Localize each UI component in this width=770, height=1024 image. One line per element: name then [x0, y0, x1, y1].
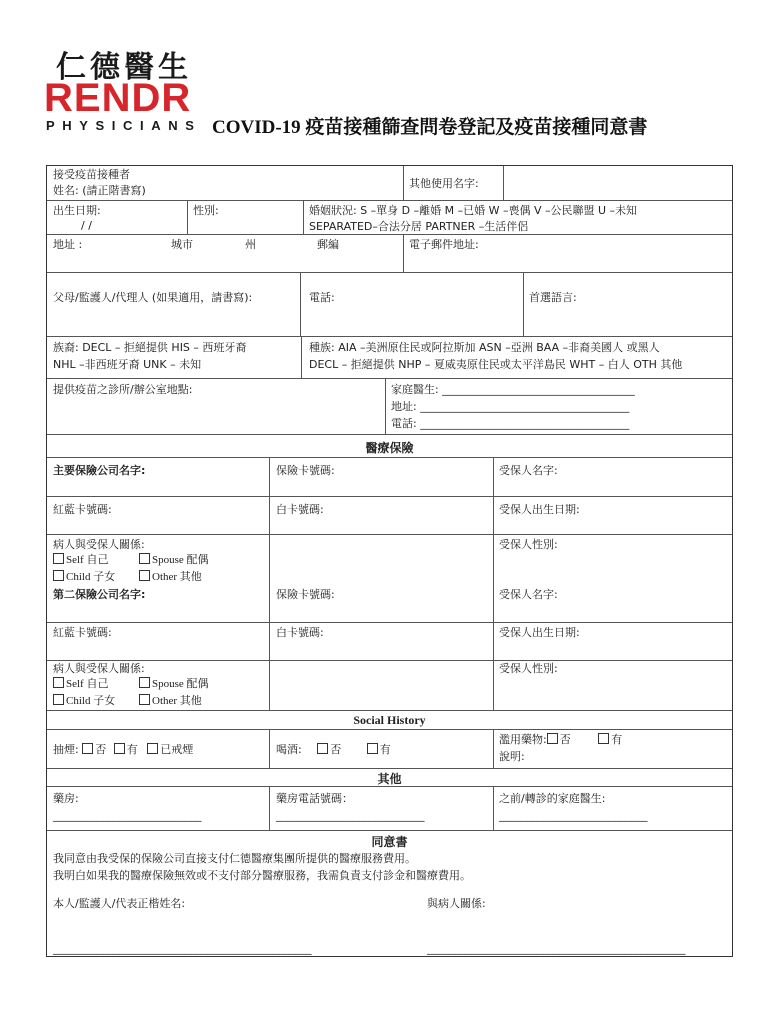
other-name-field[interactable]: 其他使用名字:	[409, 177, 479, 190]
drug-abuse-field: 濫用藥物: 否 有	[499, 733, 623, 746]
pharmacy-phone-field[interactable]: 藥房電話號碼：	[276, 792, 353, 805]
race-options-2: DECL – 拒絕提供 NHP – 夏威夷原住民或太平洋島民 WHT – 白人 OTH 其他	[309, 358, 683, 371]
pharmacy-field[interactable]: 藥房:	[53, 792, 79, 805]
state-field[interactable]: 州	[245, 238, 256, 251]
primary-card-number-field[interactable]: 保險卡號碼:	[276, 464, 335, 477]
drinking-yes-checkbox[interactable]: 有	[367, 743, 391, 756]
email-field[interactable]: 電子郵件地址:	[409, 238, 479, 251]
drug-yes-checkbox[interactable]: 有	[598, 733, 622, 746]
primary-other-checkbox[interactable]: Other 其他	[139, 570, 202, 585]
primary-insured-sex-field[interactable]: 受保人性別:	[499, 538, 558, 551]
clinic-location-field[interactable]: 提供疫苗之診所/辦公室地點:	[53, 383, 193, 396]
ethnicity-options-2: NHL –非西班牙裔 UNK – 未知	[53, 358, 202, 371]
previous-doctor-field[interactable]: 之前/轉診的家庭醫生:	[499, 792, 606, 805]
pharmacy-blank: ___________________________	[53, 809, 202, 822]
dob-field[interactable]: 出生日期:	[53, 204, 101, 217]
smoking-yes-checkbox[interactable]: 有	[114, 743, 138, 756]
drug-explain-field[interactable]: 說明:	[499, 750, 525, 763]
secondary-card-number-field[interactable]: 保險卡號碼:	[276, 588, 335, 601]
secondary-insured-dob-field[interactable]: 受保人出生日期:	[499, 626, 580, 639]
primary-insurance-field[interactable]: 主要保險公司名字:	[53, 464, 146, 477]
consent-statement-2: 我明白如果我的醫療保險無效或不支付部分醫療服務，我需負責支付診金和醫療費用。	[53, 869, 471, 882]
language-field[interactable]: 首選語言:	[529, 291, 577, 304]
zip-field[interactable]: 郵編	[317, 238, 339, 251]
phone-field[interactable]: 電話:	[309, 291, 335, 304]
address-field[interactable]: 地址 :	[53, 238, 83, 251]
form-title: COVID-19 疫苗接種篩查問卷登記及疫苗接種同意書	[212, 117, 648, 138]
drinking-field: 喝酒: 否 有	[276, 743, 391, 756]
dob-slashes: / /	[81, 219, 92, 232]
primary-self-checkbox[interactable]: Self 自己	[53, 553, 108, 568]
primary-child-checkbox[interactable]: Child 子女	[53, 570, 115, 585]
insurance-heading: 醫療保險	[365, 441, 414, 455]
pharmacy-phone-blank: ___________________________	[276, 809, 425, 822]
secondary-spouse-checkbox[interactable]: Spouse 配偶	[139, 677, 209, 692]
secondary-other-checkbox[interactable]: Other 其他	[139, 694, 202, 709]
family-doctor-field[interactable]: 家庭醫生: ___________________________________	[391, 383, 635, 396]
secondary-relationship-label: 病人與受保人關係:	[53, 662, 145, 675]
sex-field[interactable]: 性別:	[193, 204, 219, 217]
consent-statement-1: 我同意由我受保的保險公司直接支付仁德醫療集團所提供的醫療服務費用。	[53, 852, 416, 865]
social-history-heading: Social History	[353, 713, 426, 727]
signer-name-label: 本人/監護人/代表正楷姓名:	[53, 897, 186, 910]
guardian-field[interactable]: 父母/監護人/代理人 (如果適用，請書寫):	[53, 291, 253, 304]
primary-medicare-field[interactable]: 紅藍卡號碼:	[53, 503, 112, 516]
recipient-label: 接受疫苗接種者	[53, 168, 130, 181]
smoking-quit-checkbox[interactable]: 已戒煙	[147, 743, 193, 756]
name-field[interactable]: 姓名: (請正階書寫)	[53, 184, 146, 197]
secondary-insurance-field[interactable]: 第二保險公司名字:	[53, 588, 146, 601]
logo-chinese-name: 仁德醫生	[56, 50, 192, 85]
primary-insured-dob-field[interactable]: 受保人出生日期:	[499, 503, 580, 516]
secondary-medical-card-field[interactable]: 白卡號碼:	[276, 626, 324, 639]
drinking-no-checkbox[interactable]: 否	[317, 743, 341, 756]
secondary-child-checkbox[interactable]: Child 子女	[53, 694, 115, 709]
signer-name-line[interactable]: _______________________________________________	[53, 942, 312, 955]
smoking-no-checkbox[interactable]: 否	[82, 743, 106, 756]
smoking-field: 抽煙: 否 有 已戒煙	[53, 743, 194, 756]
family-doctor-phone-field[interactable]: 電話: ______________________________________	[391, 417, 630, 430]
primary-spouse-checkbox[interactable]: Spouse 配偶	[139, 553, 209, 568]
relationship-line[interactable]: _______________________________________________	[427, 942, 686, 955]
family-doctor-address-field[interactable]: 地址: ______________________________________	[391, 400, 630, 413]
logo-tagline: PHYSICIANS	[46, 118, 202, 133]
secondary-medicare-field[interactable]: 紅藍卡號碼:	[53, 626, 112, 639]
city-field[interactable]: 城市	[171, 238, 193, 251]
marital-status-options: 婚姻狀況: S –單身 D –離婚 M –已婚 W –喪偶 V –公民聯盟 U –未知	[309, 204, 638, 217]
primary-relationship-label: 病人與受保人關係:	[53, 538, 145, 551]
drug-no-checkbox[interactable]: 否	[547, 733, 571, 746]
ethnicity-options: 族裔: DECL – 拒絕提供 HIS – 西班牙裔	[53, 341, 247, 354]
secondary-self-checkbox[interactable]: Self 自己	[53, 677, 108, 692]
secondary-insured-name-field[interactable]: 受保人名字:	[499, 588, 558, 601]
primary-medical-card-field[interactable]: 白卡號碼:	[276, 503, 324, 516]
marital-status-options-2: SEPARATED–合法分居 PARTNER –生活伴侶	[309, 220, 529, 233]
logo-brand: RENDR	[44, 76, 192, 120]
secondary-insured-sex-field[interactable]: 受保人性別:	[499, 662, 558, 675]
race-options: 種族: AIA –美洲原住民或阿拉斯加 ASN –亞洲 BAA –非裔美國人 或黑人	[309, 341, 660, 354]
consent-heading: 同意書	[371, 835, 408, 849]
relationship-to-patient-label: 與病人關係:	[427, 897, 486, 910]
previous-doctor-blank: ___________________________	[499, 809, 648, 822]
other-heading: 其他	[377, 772, 402, 786]
primary-insured-name-field[interactable]: 受保人名字:	[499, 464, 558, 477]
registration-form	[46, 165, 733, 957]
